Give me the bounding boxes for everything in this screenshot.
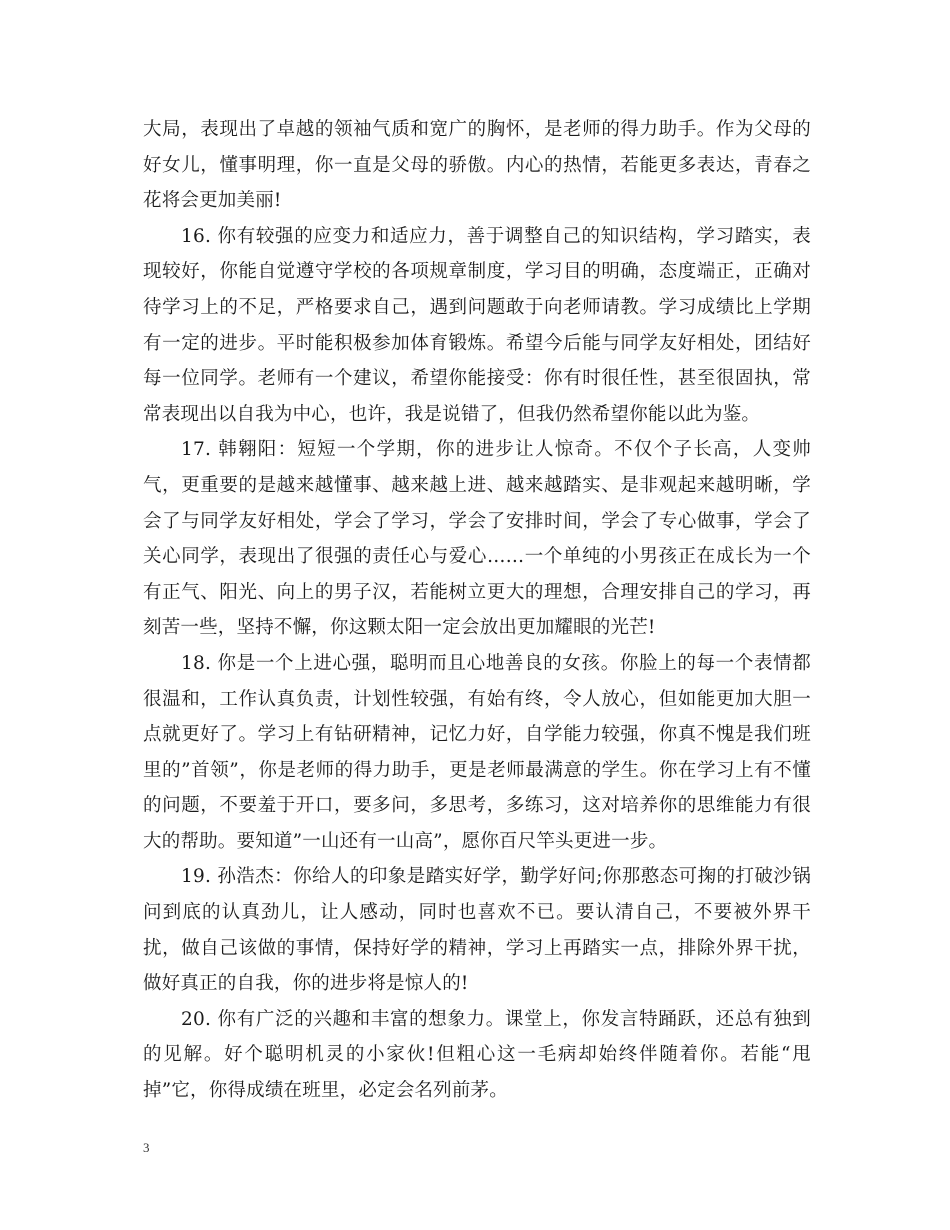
paragraph-comment-20: 20. 你有广泛的兴趣和丰富的想象力。课堂上，你发言特踊跃，还总有独到的见解。好个聪明机灵的小家伙!但粗心这一毛病却始终伴随着你。若能“甩掉”它，你得成绩在班里，必定会名列前茅。 xyxy=(143,1008,811,1102)
document-body xyxy=(143,112,811,1109)
paragraph-comment-16: 16. 你有较强的应变力和适应力，善于调整自己的知识结构，学习踏实，表现较好，你能自觉遵守学校的各项规章制度，学习目的明确，态度端正，正确对待学习上的不足，严格要求自己，遇到问题敢于向老师请教。学习成绩比上学期有一定的进步。平时能积极参加体育锻炼。希望今后能与同学友好相处，团结好每一位同学。老师有一个建议，希望你能接受：你有时很任性，甚至很固执，常常表现出以自我为中心，也许，我是说错了，但我仍然希望你能以此为鉴。 xyxy=(143,225,811,425)
paragraph-comment-17: 17. 韩翱阳：短短一个学期，你的进步让人惊奇。不仅个子长高，人变帅气，更重要的是越来越懂事、越来越上进、越来越踏实、是非观起来越明晰，学会了与同学友好相处，学会了学习，学会了安排时间，学会了专心做事，学会了关心同学，表现出了很强的责任心与爱心……一个单纯的小男孩正在成长为一个有正气、阳光、向上的男子汉，若能树立更大的理想，合理安排自己的学习，再刻苦一些，坚持不懈，你这颗太阳一定会放出更加耀眼的光芒! xyxy=(143,439,811,639)
paragraph-comment-19: 19. 孙浩杰：你给人的印象是踏实好学，勤学好问;你那憨态可掬的打破沙锅问到底的认真劲儿，让人感动，同时也喜欢不已。要认清自己，不要被外界干扰，做自己该做的事情，保持好学的精神，学习上再踏实一点，排除外界干扰，做好真正的自我，你的进步将是惊人的! xyxy=(143,866,811,995)
page-number: 3 xyxy=(143,1140,150,1155)
paragraph-continuation: 大局，表现出了卓越的领袖气质和宽广的胸怀，是老师的得力助手。作为父母的好女儿，懂事明理，你一直是父母的骄傲。内心的热情，若能更多表达，青春之花将会更加美丽! xyxy=(143,119,811,212)
paragraph-comment-18: 18. 你是一个上进心强，聪明而且心地善良的女孩。你脸上的每一个表情都很温和，工作认真负责，计划性较强，有始有终，令人放心，但如能更加大胆一点就更好了。学习上有钻研精神，记忆力好，自学能力较强，你真不愧是我们班里的”首领”，你是老师的得力助手，更是老师最满意的学生。你在学习上有不懂的问题，不要羞于开口，要多问，多思考，多练习，这对培养你的思维能力有很大的帮助。要知道”一山还有一山高”，愿你百尺竿头更进一步。 xyxy=(143,652,811,852)
